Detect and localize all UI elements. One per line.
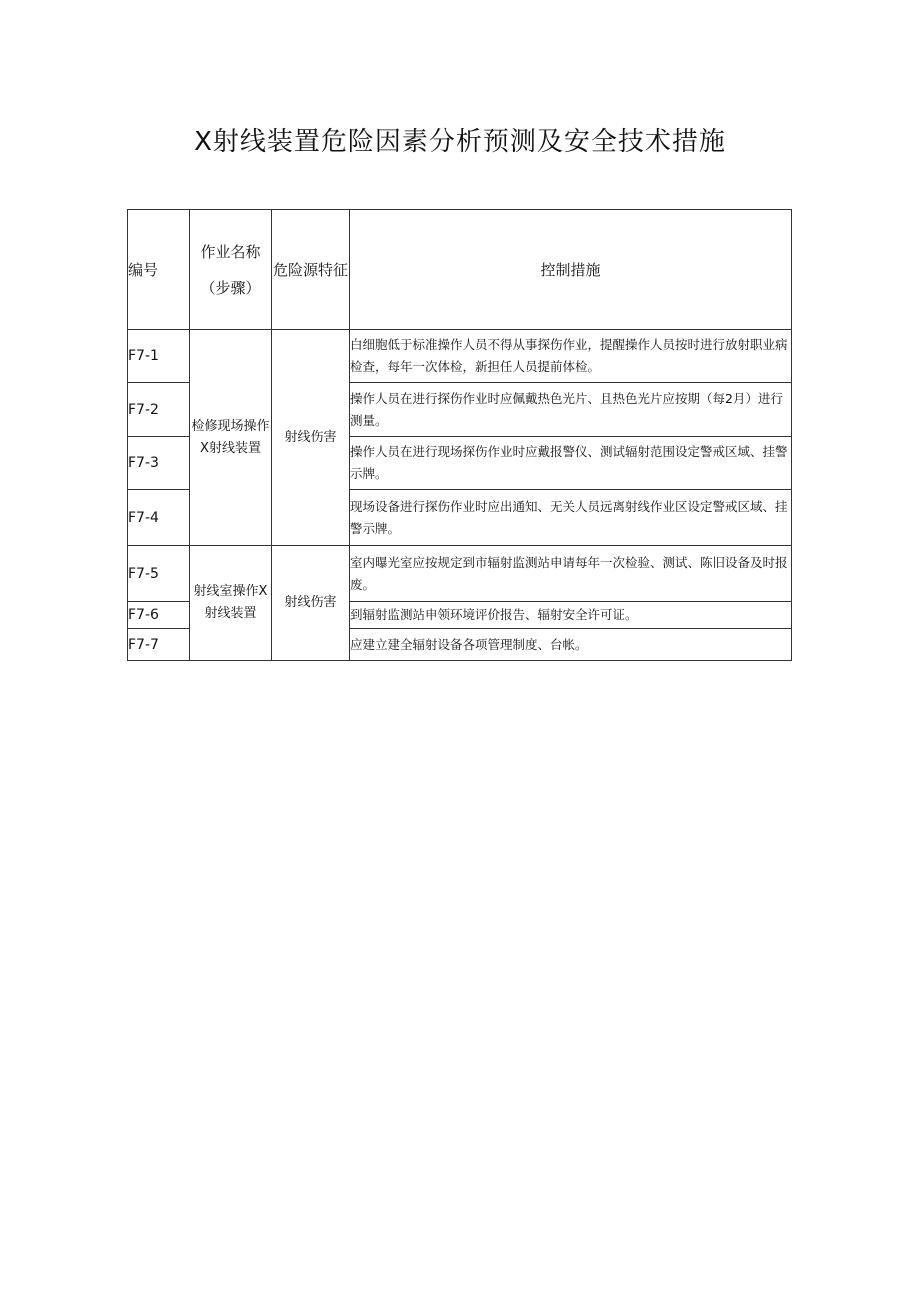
row-measure: 现场设备进行探伤作业时应出通知、无关人员远离射线作业区设定警戒区域、挂警示牌。	[350, 490, 792, 546]
header-code: 编号	[128, 210, 190, 330]
row-code: F7-2	[128, 383, 190, 437]
group-hazard: 射线伤害	[272, 330, 350, 546]
header-task-line1: 作业名称	[200, 242, 261, 261]
row-code: F7-3	[128, 437, 190, 490]
group-task: 检修现场操作X射线装置	[190, 330, 272, 546]
table-row	[128, 330, 792, 383]
header-task-line2: （步骤）	[200, 278, 261, 297]
row-measure: 白细胞低于标准操作人员不得从事探伤作业，提醒操作人员按时进行放射职业病检查，每年一次体检，新担任人员提前体检。	[350, 330, 792, 383]
page-title: X射线装置危险因素分析预测及安全技术措施	[194, 127, 726, 157]
row-measure: 操作人员在进行现场探伤作业时应戴报警仪、测试辐射范围设定警戒区域、挂警示牌。	[350, 437, 792, 490]
header-task	[190, 210, 272, 330]
row-code: F7-4	[128, 490, 190, 546]
header-hazard: 危险源特征	[272, 210, 350, 330]
row-measure: 室内曝光室应按规定到市辐射监测站申请每年一次检验、测试、陈旧设备及时报废。	[350, 546, 792, 602]
row-measure: 到辐射监测站申领环境评价报告、辐射安全许可证。	[350, 602, 792, 629]
table-header-row	[128, 210, 792, 330]
group-hazard: 射线伤害	[272, 546, 350, 661]
hazard-control-table	[127, 209, 792, 661]
row-measure: 操作人员在进行探伤作业时应佩戴热色光片、且热色光片应按期（每2月）进行测量。	[350, 383, 792, 437]
row-code: F7-7	[128, 629, 190, 661]
row-code: F7-1	[128, 330, 190, 383]
header-measure: 控制措施	[350, 210, 792, 330]
row-code: F7-5	[128, 546, 190, 602]
group-task: 射线室操作X射线装置	[190, 546, 272, 661]
row-measure: 应建立建全辐射设备各项管理制度、台帐。	[350, 629, 792, 661]
row-code: F7-6	[128, 602, 190, 629]
table-row	[128, 546, 792, 602]
